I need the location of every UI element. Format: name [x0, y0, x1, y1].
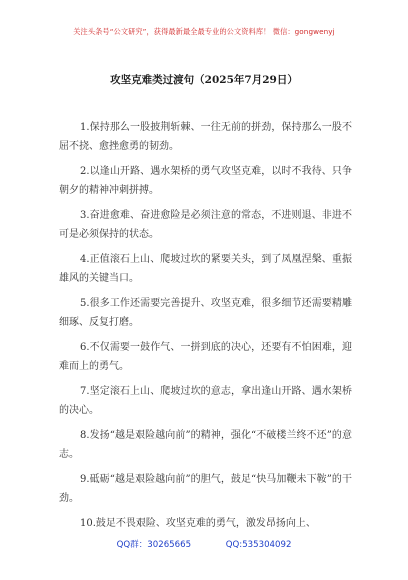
document-body	[59, 118, 352, 539]
paragraph-3: 3.奋进愈难、奋进愈险是必须注意的常态，不进则退、非进不可是必须保持的状态。	[59, 210, 352, 240]
paragraph-10: 10.鼓足不畏艰险、攻坚克难的勇气，激发昂扬向上、	[80, 518, 316, 529]
paragraph-7: 7.坚定滚石上山、爬坡过坎的意志，拿出逢山开路、遇水架桥的决心。	[59, 386, 352, 416]
paragraph-4: 4.正值滚石上山、爬坡过坎的紧要关头，到了凤凰涅槃、重振雄风的关键当口。	[59, 254, 352, 284]
promo-header-note: 关注头条号“公文研究”，获得最新最全最专业的公文资料库！ 微信：gongwenyj	[73, 27, 335, 36]
paragraph-2: 2.以逢山开路、遇水架桥的勇气攻坚克难，以时不我待、只争朝夕的精神冲刺拼搏。	[59, 166, 352, 196]
footer-qq-group: QQ群：30265665	[116, 540, 192, 550]
paragraph-9: 9.砥砺“越是艰险越向前”的胆气，鼓足“快马加鞭未下鞍”的干劲。	[59, 474, 352, 504]
paragraph-8: 8.发扬“越是艰险越向前”的精神，强化“不破楼兰终不还”的意志。	[59, 430, 352, 460]
paragraph-1: 1.保持那么一股披荆斩棘、一往无前的拼劲，保持那么一股不屈不挠、愈挫愈勇的韧劲。	[59, 122, 352, 152]
footer-qq-number: QQ:535304092	[225, 540, 292, 550]
paragraph-6: 6.不仅需要一鼓作气、一拼到底的决心，还要有不怕困难，迎难而上的勇气。	[59, 342, 352, 372]
document-title: 攻坚克难类过渡句（2025年7月29日）	[110, 74, 298, 86]
footer-contacts	[0, 538, 408, 550]
paragraph-5: 5.很多工作还需要完善提升、攻坚克难，很多细节还需要精雕细琢、反复打磨。	[59, 298, 352, 328]
